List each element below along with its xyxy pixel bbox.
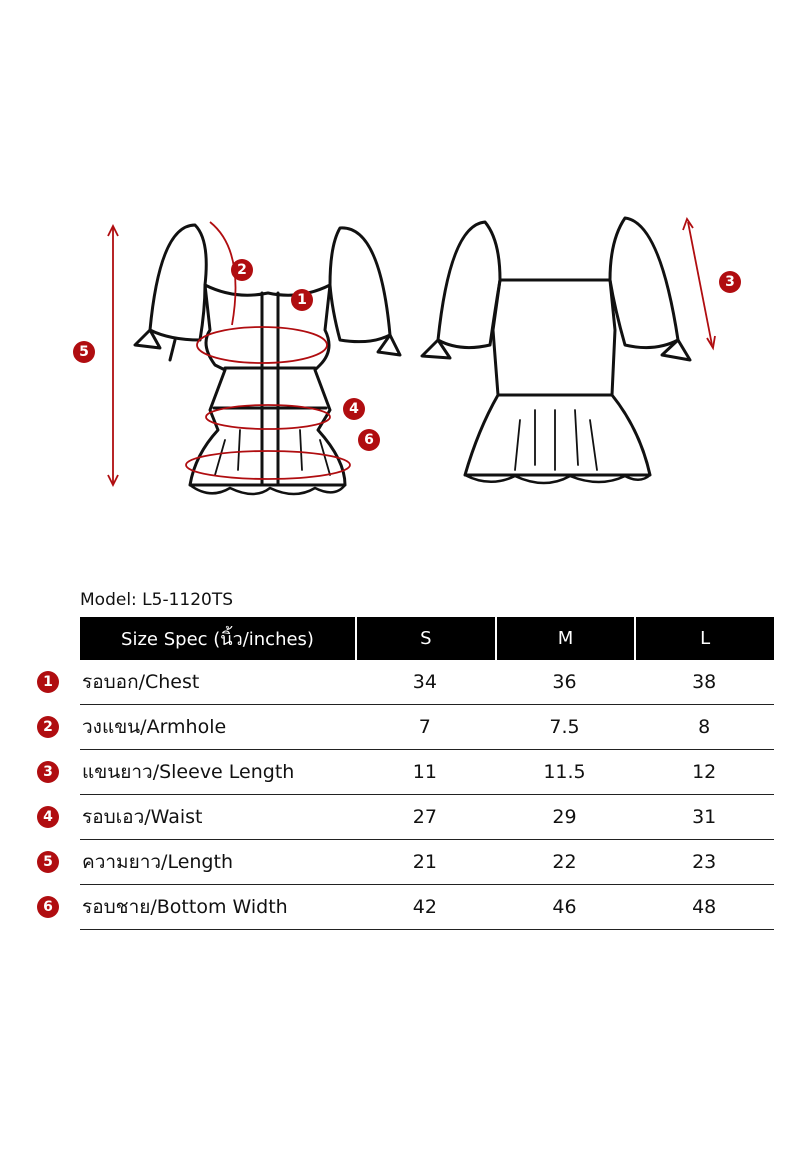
back-left-sleeve (438, 222, 500, 348)
cell-s: 27 (412, 806, 437, 828)
row-number-badge: 6 (37, 896, 59, 918)
back-right-sleeve (610, 218, 678, 348)
header-size-l: L (700, 628, 711, 649)
front-placket (262, 293, 278, 485)
back-bodice (465, 280, 650, 475)
cell-m: 22 (552, 851, 577, 873)
row-label: รอบเอว/Waist (82, 806, 203, 828)
cell-m: 7.5 (549, 716, 580, 738)
cell-l: 31 (692, 806, 717, 828)
garment-sketch (0, 190, 800, 510)
table-row (43, 840, 774, 885)
marker-2: 2 (231, 259, 253, 281)
table-row (43, 885, 774, 930)
table-header (80, 617, 774, 660)
table-row (43, 705, 774, 750)
cell-s: 7 (418, 716, 431, 738)
marker-6: 6 (358, 429, 380, 451)
row-number-badge: 4 (37, 806, 59, 828)
header-size-m: M (557, 628, 574, 649)
cell-l: 12 (692, 761, 717, 783)
table-row (43, 750, 774, 795)
cell-s: 21 (412, 851, 437, 873)
cell-s: 34 (412, 671, 437, 693)
cell-l: 38 (692, 671, 717, 693)
marker-3: 3 (719, 271, 741, 293)
cell-l: 8 (698, 716, 711, 738)
front-waistband (214, 368, 326, 408)
cell-m: 36 (552, 671, 577, 693)
cell-m: 29 (552, 806, 577, 828)
size-spec-table (43, 617, 774, 930)
model-label: Model: L5-1120TS (80, 590, 234, 610)
header-size-s: S (420, 628, 432, 649)
cell-s: 42 (412, 896, 437, 918)
front-left-sleeve (150, 225, 206, 340)
cell-m: 11.5 (543, 761, 586, 783)
front-right-sleeve (330, 228, 390, 342)
header-size-spec: Size Spec (นิ้ว/inches) (121, 629, 314, 650)
table-row (43, 660, 774, 705)
table-row (43, 795, 774, 840)
row-label: วงแขน/Armhole (82, 716, 227, 738)
row-number-badge: 1 (37, 671, 59, 693)
marker-5: 5 (73, 341, 95, 363)
row-label: รอบชาย/Bottom Width (82, 896, 288, 918)
cell-l: 48 (692, 896, 717, 918)
marker-1: 1 (291, 289, 313, 311)
row-number-badge: 2 (37, 716, 59, 738)
row-label: รอบอก/Chest (82, 671, 200, 693)
cell-s: 11 (412, 761, 437, 783)
row-number-badge: 3 (37, 761, 59, 783)
marker-4: 4 (343, 398, 365, 420)
cell-l: 23 (692, 851, 717, 873)
row-label: ความยาว/Length (82, 851, 233, 873)
cell-m: 46 (552, 896, 577, 918)
row-number-badge: 5 (37, 851, 59, 873)
row-label: แขนยาว/Sleeve Length (82, 761, 295, 783)
